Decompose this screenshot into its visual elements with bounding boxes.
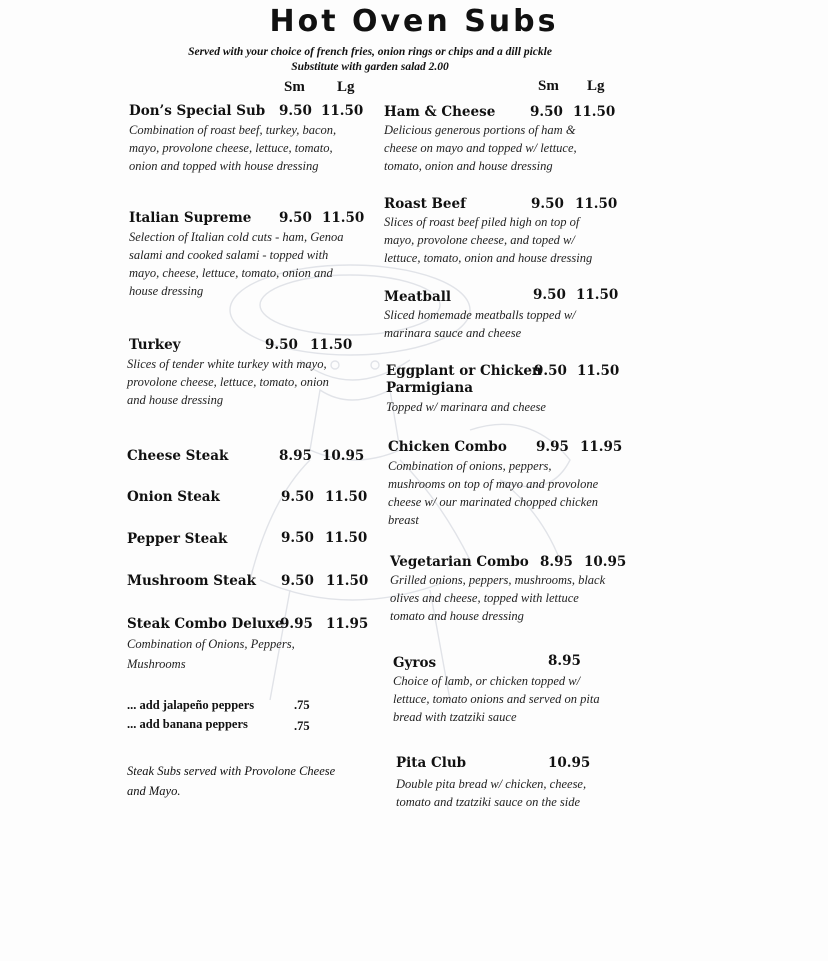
item-name: Onion Steak xyxy=(127,489,220,505)
item-description: Slices of roast beef piled high on top of mayo, provolone cheese, and toped w/ lettuce, tomato, onion and house dressing xyxy=(384,215,593,265)
price-small: 9.50 xyxy=(281,573,314,589)
item-name: Ham & Cheese xyxy=(384,104,496,120)
price-small: 9.95 xyxy=(536,439,569,455)
item-description: Selection of Italian cold cuts - ham, Genoa salami and cooked salami - topped with mayo, cheese, lettuce, tomato, onion and house dressing xyxy=(129,230,344,298)
addon-label: ... add banana peppers xyxy=(127,717,248,731)
menu-title: Hot Oven Subs xyxy=(269,4,559,39)
left-size-header-large: Lg xyxy=(337,79,355,95)
item-name: Meatball xyxy=(384,289,451,305)
item-description: Combination of Onions, Peppers, Mushrooms xyxy=(127,637,295,671)
item-name: Roast Beef xyxy=(384,196,466,212)
item-name-line2: Parmigiana xyxy=(386,380,473,396)
item-description: Topped w/ marinara and cheese xyxy=(386,400,546,414)
price-small: 9.95 xyxy=(280,616,313,632)
price-large: 11.50 xyxy=(326,573,369,589)
price-small: 8.95 xyxy=(540,554,573,570)
steak-subs-note: Steak Subs served with Provolone Cheese and Mayo. xyxy=(127,764,336,798)
price-large: 10.95 xyxy=(322,448,365,464)
item-name: Gyros xyxy=(393,655,437,671)
item-description: Sliced homemade meatballs topped w/ marinara sauce and cheese xyxy=(384,308,576,340)
price-large: 11.95 xyxy=(326,616,369,632)
addon-label: ... add jalapeño peppers xyxy=(127,698,255,712)
price: 10.95 xyxy=(548,755,591,771)
menu-subtitle-salad: Substitute with garden salad 2.00 xyxy=(291,61,449,73)
price-small: 8.95 xyxy=(279,448,312,464)
price-large: 11.95 xyxy=(580,439,623,455)
price-large: 11.50 xyxy=(325,489,368,505)
item-name: Chicken Combo xyxy=(388,439,507,455)
item-description: Delicious generous portions of ham & cheese on mayo and topped w/ lettuce, tomato, onion and house dressing xyxy=(384,123,577,173)
item-name: Vegetarian Combo xyxy=(390,554,529,570)
item-description: Choice of lamb, or chicken topped w/ lettuce, tomato onions and served on pita bread with tzatziki sauce xyxy=(393,674,600,724)
price-large: 11.50 xyxy=(576,287,619,303)
menu-subtitle-sides: Served with your choice of french fries, onion rings or chips and a dill pickle xyxy=(188,46,552,58)
item-description: Combination of onions, peppers, mushrooms on top of mayo and provolone cheese w/ our marinated chopped chicken breast xyxy=(388,459,599,527)
item-description: Combination of roast beef, turkey, bacon, mayo, provolone cheese, lettuce, tomato, onion and topped with house dressing xyxy=(129,123,337,173)
right-size-header-large: Lg xyxy=(587,78,605,94)
item-description: Double pita bread w/ chicken, cheese, tomato and tzatziki sauce on the side xyxy=(396,777,587,809)
price-small: 9.50 xyxy=(281,489,314,505)
price-large: 11.50 xyxy=(575,196,618,212)
price-small: 9.50 xyxy=(281,530,314,546)
item-description: Slices of tender white turkey with mayo, provolone cheese, lettuce, tomato, onion and house dressing xyxy=(127,357,329,407)
price-large: 11.50 xyxy=(310,337,353,353)
item-name: Pepper Steak xyxy=(127,531,228,547)
price-large: 11.50 xyxy=(577,363,620,379)
price-small: 9.50 xyxy=(279,210,312,226)
item-name: Turkey xyxy=(129,337,181,353)
item-name: Steak Combo Deluxe xyxy=(127,616,284,632)
addon-price: .75 xyxy=(294,698,310,712)
addon-price: .75 xyxy=(294,719,310,733)
price-small: 9.50 xyxy=(530,104,563,120)
price-small: 9.50 xyxy=(279,103,312,119)
left-size-header-small: Sm xyxy=(284,79,305,95)
price-small: 9.50 xyxy=(265,337,298,353)
item-name: Italian Supreme xyxy=(129,210,252,226)
item-name: Cheese Steak xyxy=(127,448,229,464)
price-large: 11.50 xyxy=(321,103,364,119)
price-large: 11.50 xyxy=(322,210,365,226)
right-size-header-small: Sm xyxy=(538,78,559,94)
price-small: 9.50 xyxy=(533,287,566,303)
price-small: 9.50 xyxy=(534,363,567,379)
item-name: Mushroom Steak xyxy=(127,573,256,589)
item-name-line1: Eggplant or Chicken xyxy=(386,363,542,379)
price-large: 11.50 xyxy=(325,530,368,546)
item-description: Grilled onions, peppers, mushrooms, black olives and cheese, topped with lettuce tomato and house dressing xyxy=(390,573,606,623)
item-name: Pita Club xyxy=(396,755,467,771)
price-large: 10.95 xyxy=(584,554,627,570)
item-name: Don’s Special Sub xyxy=(129,103,266,119)
price-small: 9.50 xyxy=(531,196,564,212)
price-large: 11.50 xyxy=(573,104,616,120)
price: 8.95 xyxy=(548,653,581,669)
